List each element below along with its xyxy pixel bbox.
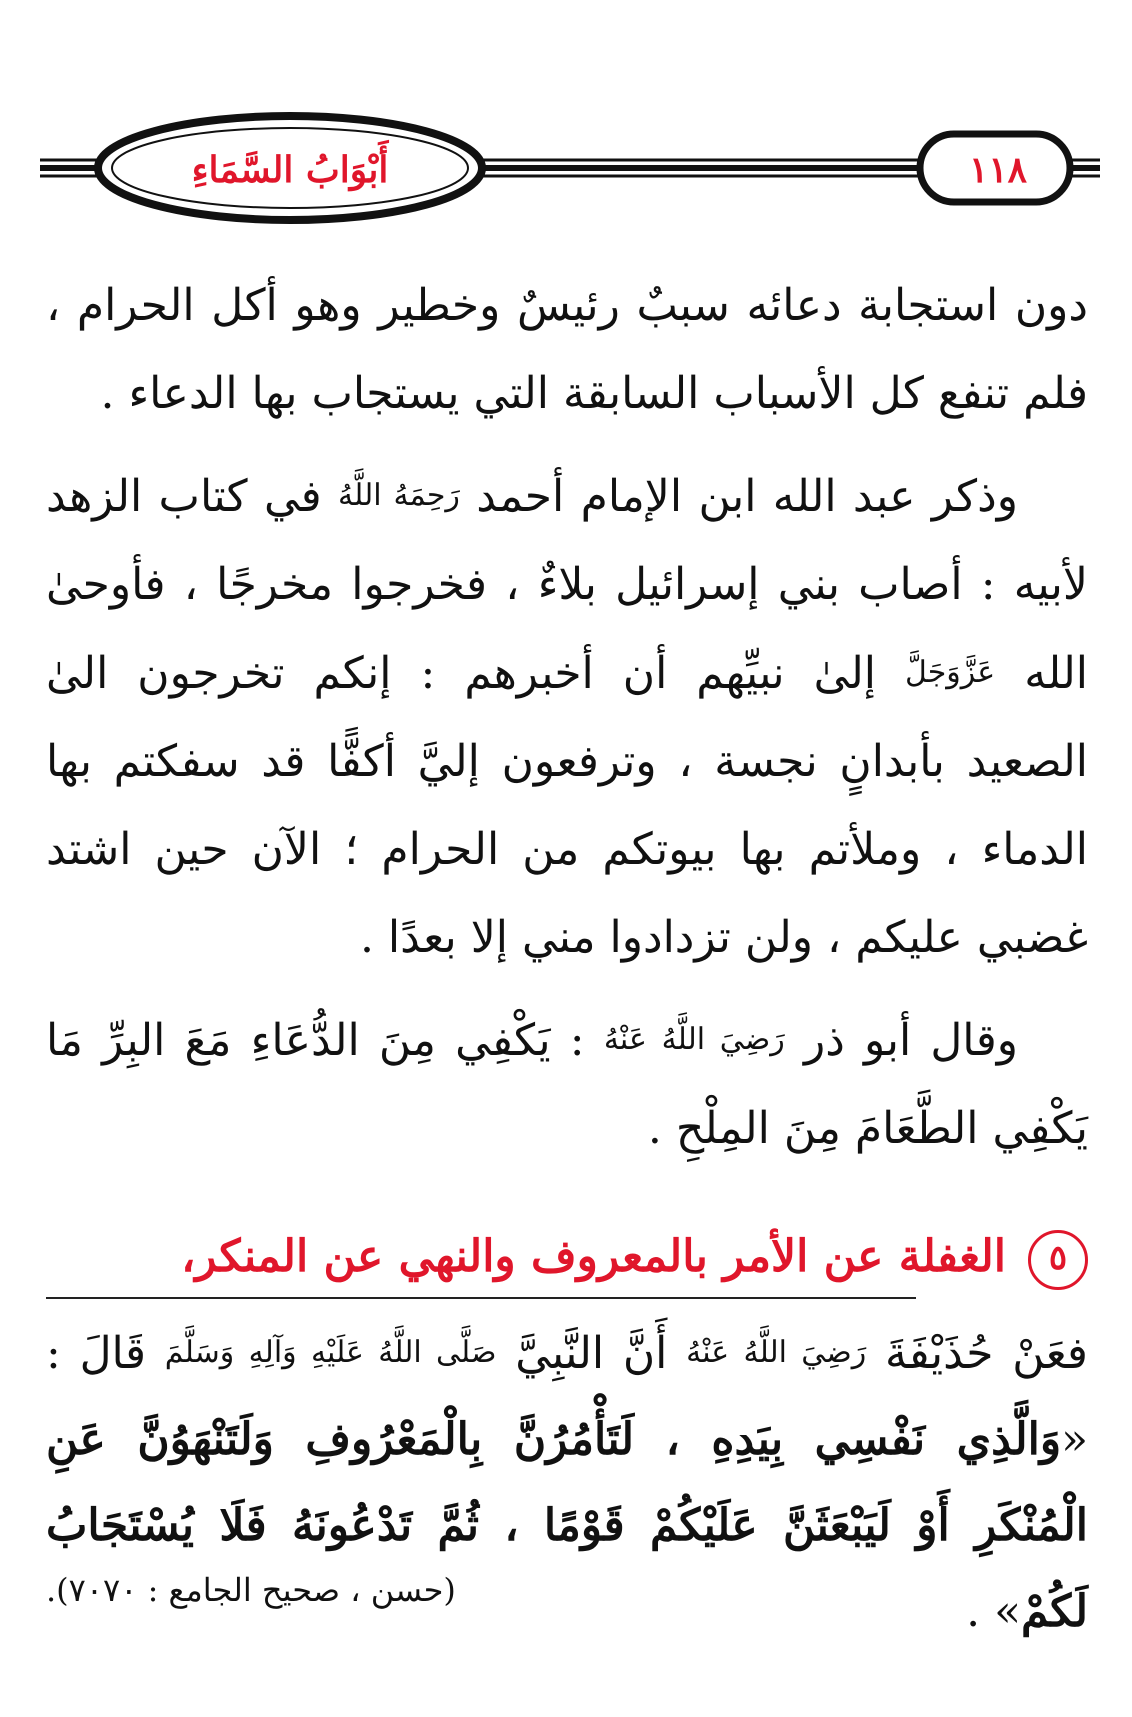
page-header: [40, 112, 1100, 232]
source-text: (حسن ، صحيح الجامع : ٧٠٧٠).: [46, 1571, 456, 1609]
hadith-said: قَالَ : «: [46, 1328, 1088, 1465]
hadith-middle: أَنَّ النَّبِيَّ: [515, 1328, 668, 1379]
section-number-circle: ٥: [1028, 1230, 1088, 1290]
hadith-quote: وَالَّذِي نَفْسِي بِيَدِهِ ، لَتَأْمُرُنَّ بِالْمَعْرُوفِ وَلَتَنْهَوُنَّ عَنِ الْمُنْكَرِ أَوْ لَيَبْعَثَنَّ عَلَيْكُمْ قَوْمًا ، ثُمَّ تَدْعُونَهُ فَلَا يُسْتَجَابُ لَكُمْ: [46, 1414, 1088, 1637]
main-text: [46, 262, 1088, 1173]
honorific-radiyallahu-anhu-2: رَضِيَ اللَّهُ عَنْهُ: [686, 1335, 867, 1370]
hadith-close: » .: [966, 1586, 1021, 1637]
honorific-radiyallahu-anhu: رَضِيَ اللَّهُ عَنْهُ: [603, 1022, 785, 1057]
paragraph-2: [46, 452, 1088, 982]
paragraph-1: دون استجابة دعائه سببٌ رئيسٌ وخطير وهو أكل الحرام ، فلم تنفع كل الأسباب السابقة التي يستجاب بها الدعاء .: [46, 280, 1088, 419]
paragraph-2-part-3: إلىٰ نبيِّهم أن أخبرهم : إنكم تخرجون الىٰ الصعيد بأبدانٍ نجسة ، وترفعون إليَّ أكفًّا قد سفكتم بها الدماء ، وملأتم بها بيوتكم من الحرام ؛ الآن حين اشتد غضبي عليكم ، ولن تزدادوا مني إلا بعدًا .: [46, 648, 1088, 963]
paragraph-3-part-1: وقال أبو ذر: [803, 1015, 1018, 1066]
paragraph-2-part-2: في كتاب الزهد لأبيه : أصاب بني إسرائيل بلاءٌ ، فخرجوا مخرجًا ، فأوحىٰ الله: [46, 471, 1088, 699]
honorific-azza-wa-jall: عَزَّوَجَلَّ: [904, 655, 996, 690]
section-underline: [46, 1297, 916, 1299]
page-number: ١١٨: [968, 149, 1027, 191]
paragraph-3-part-2: : يَكْفِي مِنَ الدُّعَاءِ مَعَ البِرِّ مَا يَكْفِي الطَّعَامَ مِنَ المِلْحِ .: [46, 1015, 1088, 1154]
hadith-intro: فعَنْ حُذَيْفَةَ: [885, 1328, 1088, 1379]
section-heading: [46, 1222, 1088, 1302]
honorific-rahimahullah: رَحِمَهُ اللَّهُ: [338, 478, 460, 513]
running-title: أَبْوَابُ السَّمَاءِ: [191, 149, 389, 191]
honorific-salawat: صَلَّى اللَّهُ عَلَيْهِ وَآلِهِ وَسَلَّمَ: [164, 1335, 497, 1370]
section-title: الغفلة عن الأمر بالمعروف والنهي عن المنكر،: [181, 1231, 1006, 1282]
paragraph-3: [46, 996, 1088, 1173]
source-reference: [46, 1560, 1088, 1620]
paragraph-2-part-1: وذكر عبد الله ابن الإمام أحمد: [476, 471, 1018, 522]
